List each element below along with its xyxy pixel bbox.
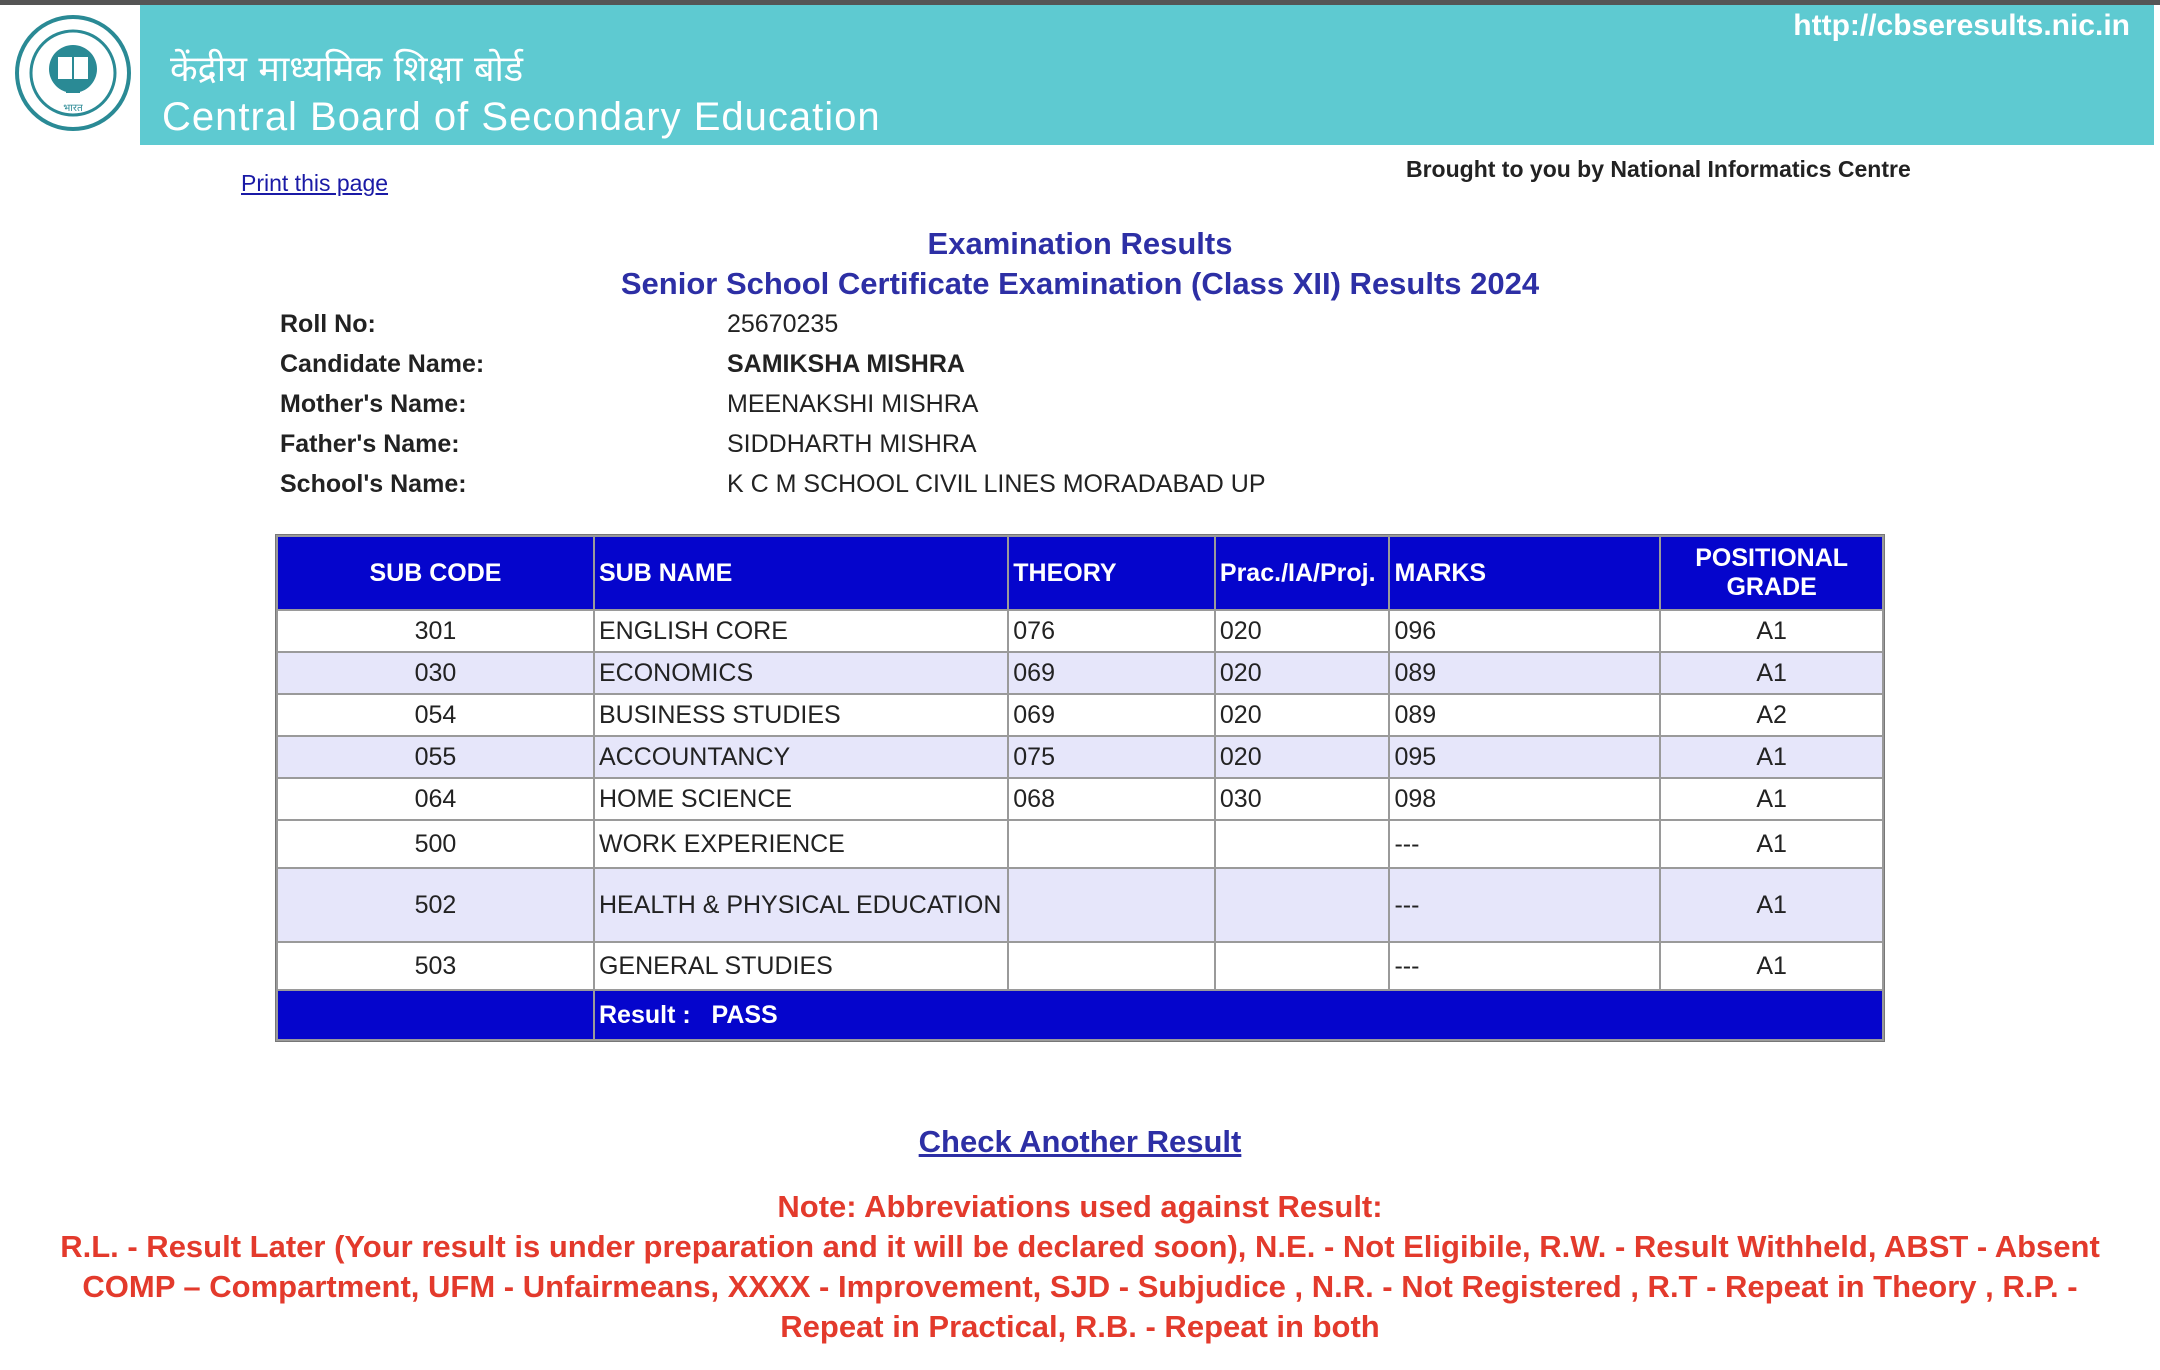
table-row (278, 695, 1882, 735)
sub-name-cell: HOME SCIENCE (595, 779, 1007, 819)
grade-cell: A2 (1661, 695, 1882, 735)
sub-code-cell: 064 (278, 779, 593, 819)
logo-container (6, 5, 140, 145)
practical-cell (1216, 943, 1389, 989)
marks-cell: --- (1390, 943, 1659, 989)
practical-cell: 020 (1216, 653, 1389, 693)
theory-cell (1009, 821, 1214, 867)
sub-code-cell: 503 (278, 943, 593, 989)
english-board-title: Central Board of Secondary Education (162, 95, 881, 139)
sub-name-cell: HEALTH & PHYSICAL EDUCATION (595, 869, 1007, 941)
sub-code-cell: 054 (278, 695, 593, 735)
marks-cell: 096 (1390, 611, 1659, 651)
sub-name-cell: ACCOUNTANCY (595, 737, 1007, 777)
col-header-theory: THEORY (1009, 537, 1214, 609)
mother-name-value: MEENAKSHI MISHRA (727, 390, 979, 418)
sub-code-cell: 030 (278, 653, 593, 693)
sub-name-cell: ECONOMICS (595, 653, 1007, 693)
mother-name-label: Mother's Name: (280, 390, 467, 418)
table-row (278, 653, 1882, 693)
marks-cell: --- (1390, 869, 1659, 941)
site-header (6, 5, 2154, 145)
school-name-label: School's Name: (280, 470, 467, 498)
practical-cell (1216, 869, 1389, 941)
roll-label: Roll No: (280, 310, 376, 338)
hindi-board-title: केंद्रीय माध्यमिक शिक्षा बोर्ड (170, 49, 524, 90)
grade-cell: A1 (1661, 653, 1882, 693)
marks-cell: 098 (1390, 779, 1659, 819)
col-header-sub-code: SUB CODE (278, 537, 593, 609)
practical-cell (1216, 821, 1389, 867)
sub-code-cell: 500 (278, 821, 593, 867)
practical-cell: 030 (1216, 779, 1389, 819)
col-header-marks: MARKS (1390, 537, 1659, 609)
practical-cell: 020 (1216, 737, 1389, 777)
sub-name-cell: BUSINESS STUDIES (595, 695, 1007, 735)
theory-cell (1009, 943, 1214, 989)
site-url: http://cbseresults.nic.in (1793, 9, 2130, 42)
sub-code-cell: 301 (278, 611, 593, 651)
marks-cell: 089 (1390, 653, 1659, 693)
theory-cell: 076 (1009, 611, 1214, 651)
theory-cell: 069 (1009, 653, 1214, 693)
result-row (278, 991, 1882, 1039)
sub-code-cell: 055 (278, 737, 593, 777)
practical-cell: 020 (1216, 611, 1389, 651)
theory-cell: 075 (1009, 737, 1214, 777)
practical-cell: 020 (1216, 695, 1389, 735)
exam-subtitle: Senior School Certificate Examination (Class XII) Results 2024 (620, 266, 1540, 301)
table-row (278, 779, 1882, 819)
page-title: Examination Results (927, 226, 1233, 261)
result-spacer-cell (278, 991, 593, 1039)
grade-cell: A1 (1661, 737, 1882, 777)
marks-cell: --- (1390, 821, 1659, 867)
school-name-value: K C M SCHOOL CIVIL LINES MORADABAD UP (727, 470, 1266, 498)
cbse-emblem-icon (12, 11, 134, 139)
provider-credit: Brought to you by National Informatics Centre (1406, 156, 1911, 182)
father-name-value: SIDDHARTH MISHRA (727, 430, 977, 458)
col-header-grade: POSITIONAL GRADE (1661, 537, 1882, 609)
grade-cell: A1 (1661, 779, 1882, 819)
theory-cell: 069 (1009, 695, 1214, 735)
note-line-3: Repeat in Practical, R.B. - Repeat in both (780, 1309, 1380, 1344)
grade-cell: A1 (1661, 869, 1882, 941)
note-title: Note: Abbreviations used against Result: (777, 1189, 1383, 1224)
check-another-result-link[interactable]: Check Another Result (918, 1124, 1242, 1159)
candidate-name-value: SAMIKSHA MISHRA (727, 350, 965, 378)
note-line-2: COMP – Compartment, UFM - Unfairmeans, XXXX - Improvement, SJD - Subjudice , N.R. - Not Registered , R.T - Repeat in Theory , R.P. - (82, 1269, 2078, 1304)
marks-cell: 095 (1390, 737, 1659, 777)
table-header-row (278, 537, 1882, 609)
svg-text:भारत: भारत (63, 103, 83, 114)
result-status: Result : PASS (595, 991, 1882, 1039)
col-header-sub-name: SUB NAME (595, 537, 1007, 609)
sub-name-cell: WORK EXPERIENCE (595, 821, 1007, 867)
table-row (278, 869, 1882, 941)
grade-cell: A1 (1661, 611, 1882, 651)
sub-name-cell: GENERAL STUDIES (595, 943, 1007, 989)
note-line-1: R.L. - Result Later (Your result is under preparation and it will be declared soon), N.E. - Not Eligibile, R.W. - Result Withheld, ABST - Absent (60, 1229, 2100, 1264)
theory-cell (1009, 869, 1214, 941)
roll-value: 25670235 (727, 310, 839, 338)
theory-cell: 068 (1009, 779, 1214, 819)
marks-table (275, 534, 1885, 1042)
table-row (278, 821, 1882, 867)
table-row (278, 737, 1882, 777)
check-another-container (0, 1124, 2160, 1160)
father-name-label: Father's Name: (280, 430, 460, 458)
table-row (278, 943, 1882, 989)
table-row (278, 611, 1882, 651)
candidate-name-label: Candidate Name: (280, 350, 485, 378)
grade-cell: A1 (1661, 943, 1882, 989)
grade-cell: A1 (1661, 821, 1882, 867)
sub-name-cell: ENGLISH CORE (595, 611, 1007, 651)
print-page-link[interactable]: Print this page (241, 170, 389, 196)
col-header-practical: Prac./IA/Proj. (1216, 537, 1389, 609)
marks-cell: 089 (1390, 695, 1659, 735)
sub-code-cell: 502 (278, 869, 593, 941)
